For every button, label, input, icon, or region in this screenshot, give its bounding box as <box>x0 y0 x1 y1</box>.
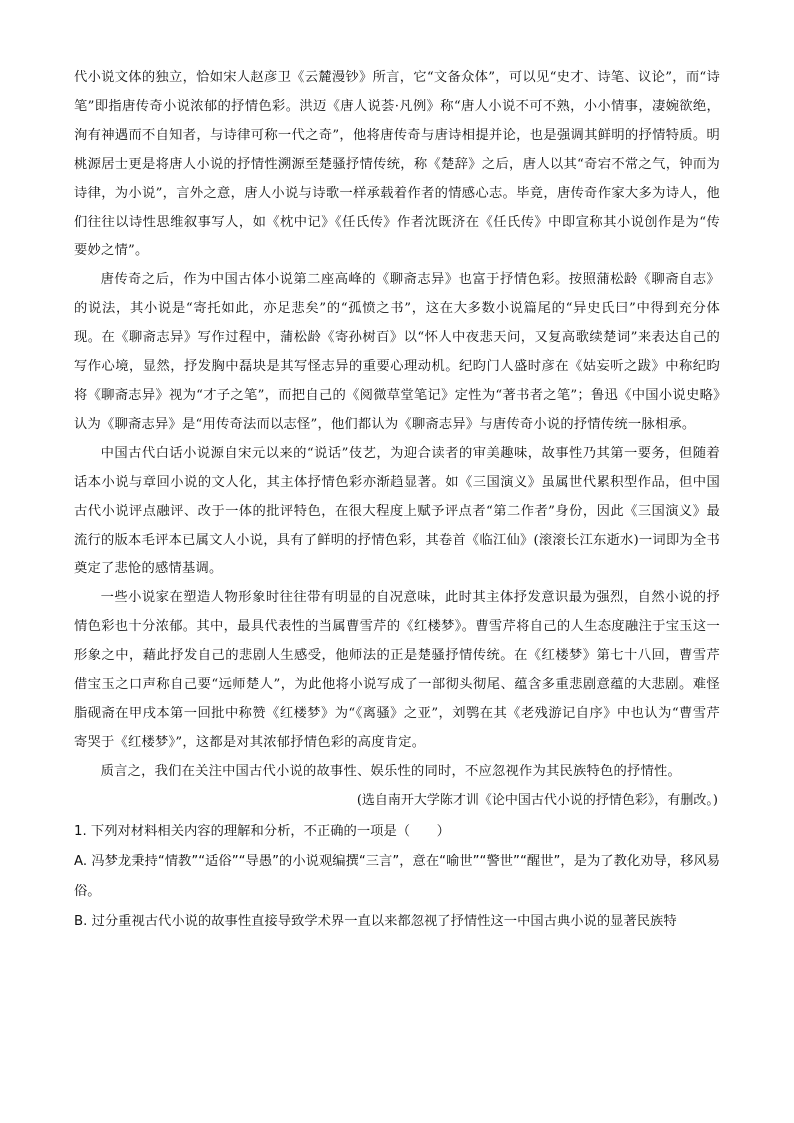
document-page <box>74 64 720 937</box>
question-option-a: A. 冯梦龙秉持“情教”“适俗”“导愚”的小说观编撰“三言”，意在“喻世”“警世”“醒世”，是为了教化劝导，移风易俗。 <box>74 853 720 899</box>
article-paragraph-4: 一些小说家在塑造人物形象时往往带有明显的自况意味，此时其主体抒发意识最为强烈，自然小说的抒情色彩也十分浓郁。其中，最具代表性的当属曹雪芹的《红楼梦》。曹雪芹将自己的人生态度融注于宝玉这一形象之中，藉此抒发自己的悲剧人生感受，他师法的正是楚骚抒情传统。在《红楼梦》第七十八回，曹雪芹借宝玉之口声称自己要“远师楚人”，为此他将小说写成了一部彻头彻尾、蕴含多重悲剧意蕴的大悲剧。难怪脂砚斋在甲戌本第一回批中称赞《红楼梦》为“《离骚》之亚”，刘鹗在其《老残游记自序》中也认为“曹雪芹寄哭于《红楼梦》”，这都是对其浓郁抒情色彩的高度肯定。 <box>74 590 720 750</box>
article-paragraph-1: 代小说文体的独立，恰如宋人赵彦卫《云麓漫钞》所言，它“文备众体”，可以见“史才、诗笔、议论”，而“诗笔”即指唐传奇小说浓郁的抒情色彩。洪迈《唐人说荟·凡例》称“唐人小说不可不熟，小小情事，凄婉欲绝，洵有神遇而不自知者，与诗律可称一代之奇”，他将唐传奇与唐诗相提并论，也是强调其鲜明的抒情特质。明桃源居士更是将唐人小说的抒情性溯源至楚骚抒情传统，称《楚辞》之后，唐人以其“奇宕不常之气，钟而为诗律，为小说”，言外之意，唐人小说与诗歌一样承载着作者的情感心志。毕竟，唐传奇作家大多为诗人，他们往往以诗性思维叙事写人，如《枕中记》《任氏传》作者沈既济在《任氏传》中即宣称其小说创作是为“传要妙之情”。 <box>74 70 720 259</box>
question-stem: 1. 下列对材料相关内容的理解和分析，不正确的一项是（ ） <box>74 823 450 839</box>
question-option-b: B. 过分重视古代小说的故事性直接导致学术界一直以来都忽视了抒情性这一中国古典小说的显著民族特 <box>74 913 677 929</box>
article-paragraph-5: 质言之，我们在关注中国古代小说的故事性、娱乐性的同时，不应忽视作为其民族特色的抒情性。 <box>100 763 681 779</box>
article-paragraph-3: 中国古代白话小说源自宋元以来的“说话”伎艺，为迎合读者的审美趣味，故事性乃其第一要务，但随着话本小说与章回小说的文人化，其主体抒情色彩亦渐趋显著。如《三国演义》虽属世代累积型作品，但中国古代小说评点融评、改于一体的批评特色，在很大程度上赋予评点者“第二作者”身份，因此《三国演义》最流行的版本毛评本已属文人小说，具有了鲜明的抒情色彩，其卷首《临江仙》(滚滚长江东逝水)一词即为全书奠定了悲怆的感情基调。 <box>74 445 720 577</box>
article-source: (选自南开大学陈才训《论中国古代小说的抒情色彩》，有删改。) <box>356 792 718 808</box>
question-block <box>74 817 720 937</box>
article-paragraph-2: 唐传奇之后，作为中国古体小说第二座高峰的《聊斋志异》也富于抒情色彩。按照蒲松龄《聊斋自志》的说法，其小说是“寄托如此，亦足悲矣”的“孤愤之书”，这在大多数小说篇尾的“异史氏曰”中得到充分体现。在《聊斋志异》写作过程中，蒲松龄《寄孙树百》以“怀人中夜悲天问，又复高歌续楚词”来表达自己的写作心境，显然，抒发胸中磊块是其写怪志异的重要心理动机。纪昀门人盛时彦在《姑妄听之跋》中称纪昀将《聊斋志异》视为“才子之笔”，而把自己的《阅微草堂笔记》定性为“著书者之笔”；鲁迅《中国小说史略》认为《聊斋志异》是“用传奇法而以志怪”，他们都认为《聊斋志异》与唐传奇小说的抒情传统一脉相承。 <box>74 272 720 432</box>
